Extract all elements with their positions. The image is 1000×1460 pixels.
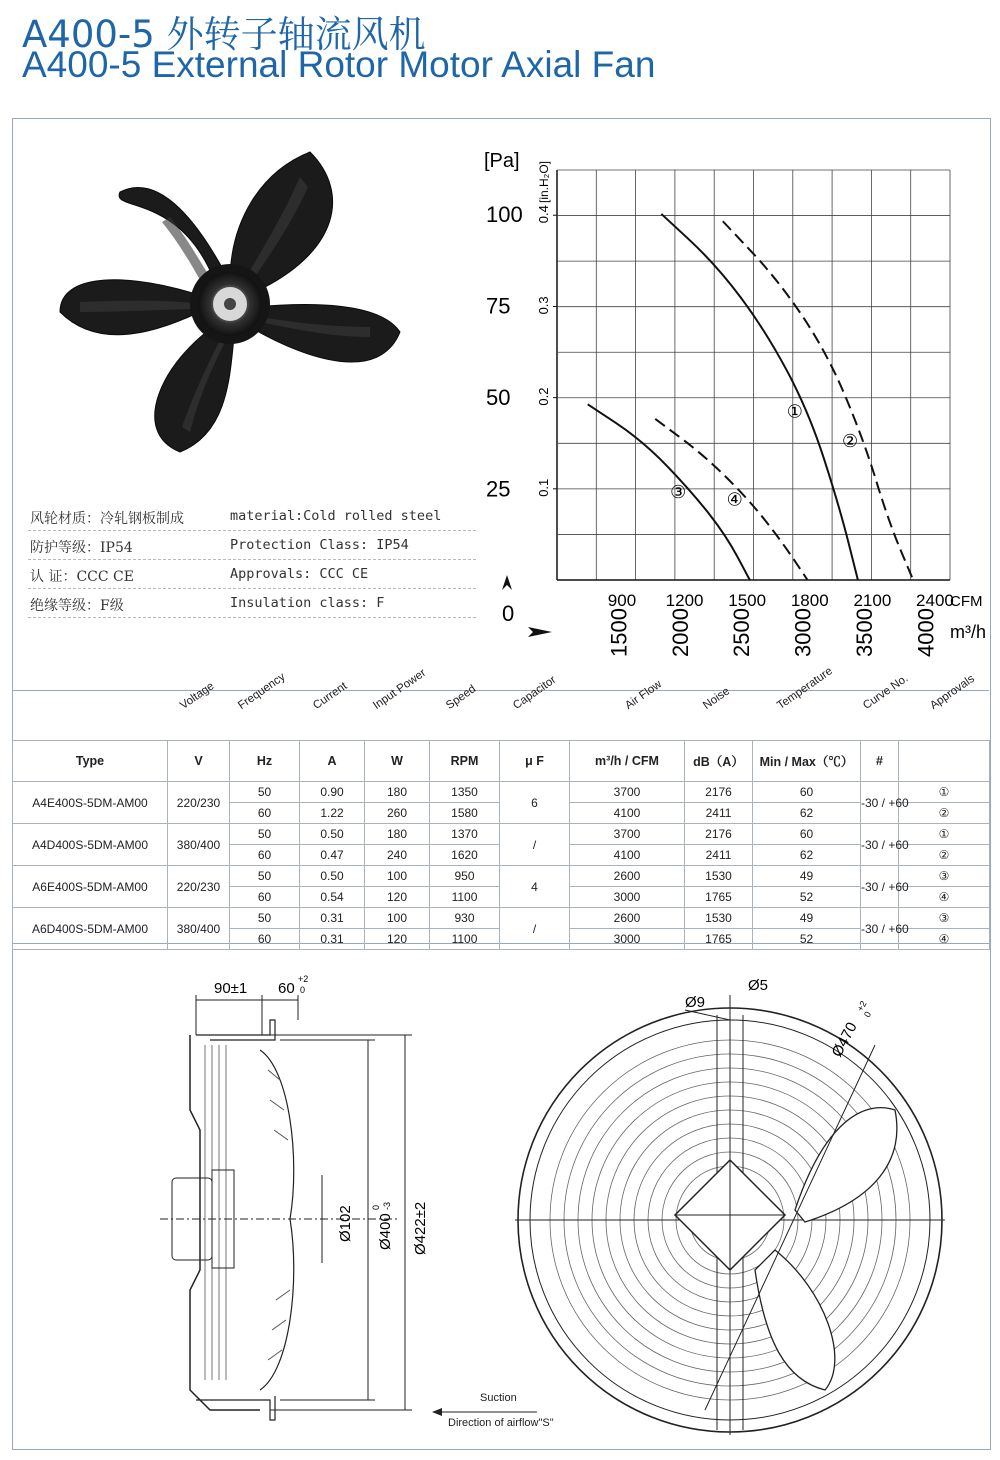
dim-400-label: Ø400 <box>377 1213 394 1250</box>
cell-temperature: -30 / +60 <box>861 866 899 908</box>
curve-label-2: ② <box>842 430 859 451</box>
cell-power: 180 <box>365 824 430 845</box>
x-tick-m3h: 4000 <box>913 608 939 657</box>
cell-airflow-m3h: 3700 <box>570 782 685 803</box>
y-tick-pa: 100 <box>486 201 523 227</box>
grille-bars <box>205 1045 226 1380</box>
cell-airflow-cfm: 1530 <box>685 866 753 887</box>
y-tick-inh2o: 0.1 <box>536 478 551 497</box>
dim-470-tol-upper: +2 <box>854 999 869 1013</box>
cell-curve: ① <box>899 824 990 845</box>
suction-label: Suction <box>480 1392 517 1404</box>
dim-90-label: 90±1 <box>214 980 248 997</box>
col-header-input-power: Input Power <box>371 666 429 712</box>
cell-noise: 52 <box>753 887 861 908</box>
cell-airflow-cfm: 2411 <box>685 845 753 866</box>
col-header-approvals: Approvals <box>928 672 977 712</box>
spec-row-protection <box>28 531 476 560</box>
cell-airflow-m3h: 3000 <box>570 929 685 950</box>
table-row <box>13 782 990 803</box>
cell-current: 0.31 <box>300 908 365 929</box>
chart-grid <box>557 170 950 580</box>
cell-frequency: 60 <box>230 803 300 824</box>
cell-voltage: 380/400 <box>168 908 230 950</box>
cell-current: 0.47 <box>300 845 365 866</box>
cell-curve: ③ <box>899 866 990 887</box>
cell-speed: 1620 <box>430 845 500 866</box>
dim-400-tol-lower: -3 <box>382 1201 392 1210</box>
page-title-chinese: A400-5 外转子轴流风机 <box>22 13 426 56</box>
col-header-frequency: Frequency <box>236 670 288 712</box>
y-unit-inh2o: [in.H₂O] <box>537 161 551 203</box>
spec-label-cn: 绝缘等级：F级 <box>30 598 124 614</box>
cell-noise: 49 <box>753 908 861 929</box>
cell-airflow-cfm: 2176 <box>685 824 753 845</box>
cell-speed: 930 <box>430 908 500 929</box>
dim-470-tol-lower: 0 <box>861 1009 874 1019</box>
col-header-curve-no: Curve No. <box>861 672 911 712</box>
cell-noise: 60 <box>753 824 861 845</box>
spec-row-insulation <box>28 589 476 618</box>
unit-cell: W <box>365 741 430 782</box>
cell-frequency: 60 <box>230 929 300 950</box>
x-tick-cfm: 900 <box>607 591 637 610</box>
cell-temperature: -30 / +60 <box>861 782 899 824</box>
cell-airflow-m3h: 2600 <box>570 908 685 929</box>
y-tick-inh2o: 0.3 <box>536 296 551 315</box>
y-tick-inh2o: 0.2 <box>536 387 551 406</box>
cell-speed: 1100 <box>430 929 500 950</box>
dim-5-label: Ø5 <box>748 977 769 994</box>
cell-curve: ② <box>899 803 990 824</box>
cell-power: 120 <box>365 929 430 950</box>
blade-ribs <box>268 1070 290 1360</box>
cell-airflow-m3h: 4100 <box>570 803 685 824</box>
x-unit-cfm: CFM <box>950 593 983 610</box>
cell-temperature: -30 / +60 <box>861 824 899 866</box>
cell-capacitor: 6 <box>500 782 570 824</box>
col-header-capacitor: Capacitor <box>511 673 559 712</box>
cell-current: 0.31 <box>300 929 365 950</box>
cell-speed: 950 <box>430 866 500 887</box>
unit-cell: RPM <box>430 741 500 782</box>
cell-speed: 1350 <box>430 782 500 803</box>
cell-type: A4E400S-5DM-AM00 <box>13 782 168 824</box>
chart-curves <box>588 214 913 580</box>
mount-bracket-top <box>196 1020 275 1040</box>
cell-curve: ② <box>899 845 990 866</box>
curve-label-3: ③ <box>670 482 687 503</box>
col-header-noise: Noise <box>701 685 733 712</box>
cell-power: 240 <box>365 845 430 866</box>
cell-frequency: 60 <box>230 887 300 908</box>
x-arrow-icon <box>528 627 552 637</box>
cell-capacitor: / <box>500 824 570 866</box>
cell-noise: 62 <box>753 845 861 866</box>
y-arrow-icon <box>502 575 512 590</box>
cell-noise: 49 <box>753 866 861 887</box>
cell-curve: ① <box>899 782 990 803</box>
spec-row-approvals <box>28 560 476 589</box>
dim-400-tol-upper: 0 <box>371 1204 381 1210</box>
cell-voltage: 380/400 <box>168 824 230 866</box>
curve-label-4: ④ <box>726 489 743 510</box>
cell-current: 0.54 <box>300 887 365 908</box>
unit-cell: V <box>168 741 230 782</box>
unit-cell: # <box>861 741 899 782</box>
hub-shaft <box>224 298 236 310</box>
spec-table <box>12 740 990 950</box>
x-tick-cfm: 2100 <box>853 591 892 610</box>
cell-frequency: 50 <box>230 866 300 887</box>
cell-power: 100 <box>365 908 430 929</box>
dim-60-tol-upper: +2 <box>298 974 309 984</box>
cell-capacitor: 4 <box>500 866 570 908</box>
cell-frequency: 50 <box>230 824 300 845</box>
cell-speed: 1580 <box>430 803 500 824</box>
cell-airflow-m3h: 4100 <box>570 845 685 866</box>
cell-power: 180 <box>365 782 430 803</box>
unit-cell: μ F <box>500 741 570 782</box>
mount-plate <box>190 1035 260 1410</box>
curve-1 <box>661 214 858 580</box>
side-view-drawing <box>150 960 470 1440</box>
page-title-english: A400-5 External Rotor Motor Axial Fan <box>22 44 656 85</box>
x-tick-cfm: 2400 <box>916 591 954 610</box>
col-header-current: Current <box>311 680 350 712</box>
cell-current: 1.22 <box>300 803 365 824</box>
table-row <box>13 824 990 845</box>
chart-x-ticks <box>606 591 953 657</box>
spec-label-en: Insulation class: F <box>230 595 385 611</box>
table-units-row <box>13 741 990 782</box>
unit-cell <box>899 741 990 782</box>
x-unit-m3h: m³/h <box>950 622 986 642</box>
cell-temperature: -30 / +60 <box>861 908 899 950</box>
unit-cell: A <box>300 741 365 782</box>
cell-airflow-cfm: 1530 <box>685 908 753 929</box>
cell-current: 0.50 <box>300 824 365 845</box>
unit-cell: dB（A） <box>685 741 753 782</box>
spec-label-cn: 风轮材质：冷轧钢板制成 <box>30 511 184 527</box>
front-view-drawing <box>505 960 945 1440</box>
cell-airflow-m3h: 2600 <box>570 866 685 887</box>
cell-curve: ④ <box>899 929 990 950</box>
unit-cell: Type <box>13 741 168 782</box>
cell-noise: 62 <box>753 803 861 824</box>
col-header-air-flow: Air Flow <box>623 678 665 712</box>
cell-type: A6E400S-5DM-AM00 <box>13 866 168 908</box>
x-tick-m3h: 2000 <box>667 608 693 657</box>
col-header-speed: Speed <box>444 683 479 712</box>
unit-cell: Min / Max（℃） <box>753 741 861 782</box>
x-tick-m3h: 3000 <box>790 608 816 657</box>
blade-profile <box>260 1050 294 1390</box>
cell-speed: 1100 <box>430 887 500 908</box>
curve-label-1: ① <box>786 401 803 422</box>
cell-type: A4D400S-5DM-AM00 <box>13 824 168 866</box>
cell-curve: ③ <box>899 908 990 929</box>
cell-airflow-m3h: 3000 <box>570 887 685 908</box>
cell-current: 0.90 <box>300 782 365 803</box>
fan-product-image <box>50 132 410 462</box>
spec-row-material <box>28 502 476 531</box>
cell-airflow-cfm: 1765 <box>685 887 753 908</box>
curve-2 <box>723 221 913 580</box>
table-row <box>13 866 990 887</box>
cell-airflow-cfm: 2411 <box>685 803 753 824</box>
dim-line-9 <box>685 1010 730 1020</box>
cell-power: 260 <box>365 803 430 824</box>
spec-label-cn: 防护等级：IP54 <box>30 540 133 556</box>
dim-470-label: Ø470 <box>828 1019 861 1060</box>
dim-60-label: 60 <box>278 980 295 997</box>
dim-60-tol-lower: 0 <box>300 985 306 995</box>
cell-current: 0.50 <box>300 866 365 887</box>
cell-frequency: 60 <box>230 845 300 866</box>
x-tick-m3h: 3500 <box>852 608 878 657</box>
cell-type: A6D400S-5DM-AM00 <box>13 908 168 950</box>
x-tick-m3h: 2500 <box>729 608 755 657</box>
y-unit-pa: [Pa] <box>484 150 520 172</box>
cell-airflow-m3h: 3700 <box>570 824 685 845</box>
cell-power: 100 <box>365 866 430 887</box>
dim-9-label: Ø9 <box>685 994 706 1011</box>
x-tick-m3h: 1500 <box>606 608 632 657</box>
unit-cell: Hz <box>230 741 300 782</box>
cell-capacitor: / <box>500 908 570 950</box>
col-header-temperature: Temperature <box>775 665 835 712</box>
spec-label-en: material:Cold rolled steel <box>230 508 442 524</box>
section-divider-top <box>12 690 989 691</box>
curve-3 <box>588 404 750 580</box>
dim-102-label: Ø102 <box>337 1205 354 1242</box>
unit-cell: m³/h / CFM <box>570 741 685 782</box>
spec-label-en: Protection Class: IP54 <box>230 537 409 553</box>
cell-frequency: 50 <box>230 908 300 929</box>
cell-airflow-cfm: 1765 <box>685 929 753 950</box>
spec-label-en: Approvals: CCC CE <box>230 566 369 582</box>
dim-422-label: Ø422±2 <box>412 1201 429 1255</box>
cell-power: 120 <box>365 887 430 908</box>
chart-y-ticks <box>486 202 557 502</box>
cell-frequency: 50 <box>230 782 300 803</box>
y-tick-inh2o: 0.4 <box>536 205 551 224</box>
cell-noise: 52 <box>753 929 861 950</box>
x-tick-cfm: 1800 <box>790 591 829 610</box>
origin-label: 0 <box>502 601 515 626</box>
spec-label-cn: 认 证：CCC CE <box>30 569 134 585</box>
x-tick-cfm: 1200 <box>665 591 704 610</box>
cell-speed: 1370 <box>430 824 500 845</box>
col-header-voltage: Voltage <box>178 680 217 712</box>
performance-curve-chart <box>470 135 990 680</box>
cell-airflow-cfm: 2176 <box>685 782 753 803</box>
table-row <box>13 908 990 929</box>
y-tick-pa: 50 <box>486 384 511 410</box>
cell-voltage: 220/230 <box>168 782 230 824</box>
cell-voltage: 220/230 <box>168 866 230 908</box>
blade-outline <box>755 1250 835 1390</box>
y-tick-pa: 75 <box>486 293 511 319</box>
y-tick-pa: 25 <box>486 476 511 502</box>
cell-curve: ④ <box>899 887 990 908</box>
cell-noise: 60 <box>753 782 861 803</box>
airflow-direction-label: Direction of airflow"S" <box>448 1417 554 1429</box>
x-tick-cfm: 1500 <box>728 591 767 610</box>
